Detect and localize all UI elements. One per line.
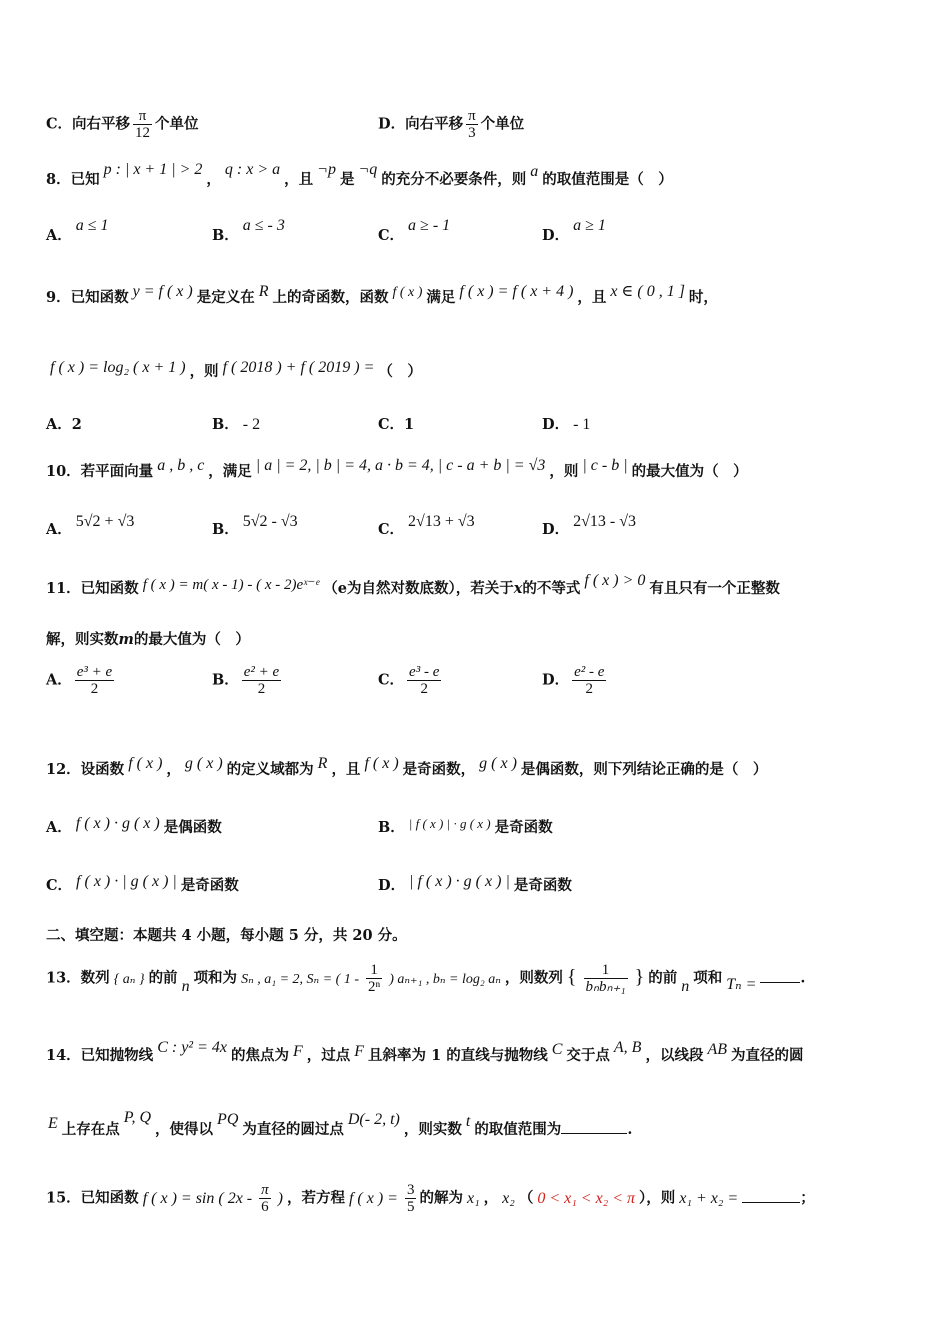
text: .	[627, 1121, 633, 1138]
math-inequality: f ( x ) > 0	[584, 572, 646, 589]
text: 且斜率为 1 的直线与抛物线	[368, 1047, 548, 1064]
fraction-denominator: 2	[257, 681, 266, 697]
q14-stem	[46, 1039, 804, 1065]
text: 的焦点为	[230, 1047, 289, 1064]
option-expression: a ≤ 1	[75, 217, 109, 234]
answer-parentheses: （ ）	[378, 363, 422, 380]
fraction	[133, 108, 152, 141]
math-C: C	[551, 1041, 563, 1058]
option-expression: | f ( x ) · g ( x ) |	[409, 873, 510, 890]
fraction	[405, 1182, 417, 1215]
question-number: 13．数列	[46, 969, 110, 987]
text: 的取值范围为	[474, 1121, 562, 1138]
q11-stem	[46, 572, 780, 598]
text: 是奇函数，	[402, 761, 476, 778]
fraction	[407, 664, 441, 697]
q9-option-c	[378, 413, 414, 434]
math-R: R	[317, 755, 328, 772]
text: 的充分不必要条件，则	[381, 171, 527, 188]
q12-option-b	[378, 816, 553, 837]
fraction-numerator: π	[133, 108, 152, 125]
text: 的解为	[419, 1189, 463, 1207]
math-not-p: ¬p	[317, 161, 336, 178]
fraction-numerator: 1	[584, 962, 628, 979]
q10-option-a	[46, 513, 138, 539]
question-number: 12．设函数	[46, 761, 125, 778]
option-text: 是奇函数	[180, 877, 239, 894]
option-label: C．	[46, 877, 73, 894]
fraction	[366, 962, 382, 995]
answer-blank[interactable]	[760, 970, 800, 983]
option-expression: 5√2 - √3	[242, 513, 298, 530]
math-condition: f ( x ) = f ( x + 4 )	[459, 283, 574, 300]
text: 为直径的圆	[731, 1047, 804, 1064]
text: 满足	[426, 289, 456, 306]
text: 的前	[148, 969, 178, 987]
text: 上存在点	[61, 1121, 120, 1138]
text: 的前	[648, 969, 678, 987]
option-label: C．	[378, 671, 405, 689]
option-label: C．	[46, 115, 73, 133]
option-label: C．	[378, 416, 405, 433]
math-segment: AB	[707, 1041, 727, 1058]
q11-option-a	[46, 664, 117, 697]
math-q: q : x > a	[224, 161, 281, 178]
math-E: E	[48, 1115, 58, 1132]
q11-option-c	[378, 664, 444, 697]
text: （	[518, 1189, 534, 1207]
q9-stem-line2	[46, 360, 422, 381]
option-label: B．	[378, 819, 405, 836]
fraction-numerator: π	[468, 108, 476, 124]
q10-stem	[46, 457, 748, 481]
option-label: D．	[542, 521, 570, 538]
q11-stem-line2	[46, 628, 250, 649]
q12-option-a	[46, 816, 222, 837]
fraction	[242, 664, 281, 697]
math-points: P, Q	[123, 1109, 152, 1126]
answer-blank[interactable]	[742, 1190, 800, 1203]
option-text: 向右平移	[405, 115, 464, 133]
math-question-expression: f ( 2018 ) + f ( 2019 ) =	[222, 359, 375, 376]
q9-stem	[46, 283, 718, 307]
text: 解，则实数	[46, 631, 119, 648]
text: ，使得以	[155, 1121, 214, 1138]
math-not-q: ¬q	[358, 161, 378, 178]
text: 项和为	[193, 969, 238, 987]
math-a: a	[530, 163, 539, 180]
option-label: A．	[46, 819, 72, 836]
q15-stem	[46, 1182, 815, 1215]
option-label: B．	[212, 227, 239, 244]
text: 的最大值为（ ）	[133, 631, 250, 648]
math-paren: )	[277, 1189, 283, 1207]
math-function: f ( x ) = sin ( 2x -	[142, 1189, 253, 1207]
math-sum: x₁ + x₂ =	[679, 1189, 739, 1207]
option-text: 是奇函数	[513, 877, 572, 894]
fraction-numerator: e² + e	[243, 664, 280, 680]
text: 是定义在	[196, 289, 255, 306]
option-label: B．	[212, 521, 239, 538]
q8-option-d	[542, 217, 610, 245]
fraction-denominator: 12	[135, 125, 151, 141]
option-text: 个单位	[155, 115, 199, 133]
math-segment: PQ	[217, 1111, 239, 1128]
text: ，满足	[208, 463, 252, 480]
text: ，以线段	[645, 1047, 704, 1064]
fraction	[259, 1182, 271, 1215]
math-p: p : | x + 1 | > 2	[103, 161, 203, 178]
text: ，若方程	[286, 1189, 345, 1207]
q9-option-a	[46, 413, 82, 434]
fraction-denominator: 2	[420, 681, 428, 697]
text: ；	[800, 1189, 815, 1207]
q11-option-b	[212, 664, 284, 697]
text: ，且	[284, 171, 314, 188]
question-number: 14．已知抛物线	[46, 1047, 154, 1064]
q7-option-c	[46, 108, 199, 141]
math-vectors: a , b , c	[157, 457, 205, 474]
text: ，	[206, 171, 221, 188]
fraction-numerator: e² - e	[574, 664, 605, 680]
text: ，则	[549, 463, 579, 480]
question-number: 10．若平面向量	[46, 463, 154, 480]
text: ，	[166, 761, 181, 778]
q10-option-d	[542, 513, 640, 539]
math-n: n	[181, 977, 190, 995]
option-label: A．	[46, 416, 72, 433]
option-label: B．	[212, 671, 239, 689]
option-expression: 1	[404, 416, 415, 433]
q12-option-c	[46, 874, 239, 895]
option-expression: f ( x ) · g ( x )	[75, 815, 160, 832]
math-condition: | a | = 2, | b | = 4, a · b = 4, | c - a + b | = √3	[255, 457, 546, 474]
text: 是	[339, 171, 355, 188]
q13-stem: 13．数列 { aₙ } 的前 n 项和为 Sₙ , a₁ = 2, Sₙ = ( 1 - $\frac{1}{\text{2ⁿ}}$ ) aₙ₊₁ , bₙ = log₂ aₙ ，则数列 { $\frac{1}{\text{bₙbₙ₊₁}}$ } 的前 n 项和 Tₙ = .	[46, 962, 806, 995]
option-text: 是偶函数	[163, 819, 222, 836]
math-parabola: C : y² = 4x	[157, 1039, 227, 1056]
math-g: g ( x )	[479, 755, 517, 772]
fraction	[75, 664, 114, 697]
option-label: A．	[46, 671, 72, 689]
math-range: 0 < x₁ < x₂ < π	[537, 1189, 636, 1207]
option-label: A．	[46, 227, 72, 244]
text: ，且	[331, 761, 361, 778]
math-x1: x₁	[466, 1189, 480, 1207]
option-label: C．	[378, 227, 405, 244]
option-text: 是奇函数	[494, 819, 553, 836]
option-label: A．	[46, 521, 72, 538]
q10-option-c	[378, 513, 479, 539]
math-f: f ( x )	[364, 755, 399, 772]
q9-option-b	[212, 413, 264, 434]
fraction	[572, 664, 606, 697]
text: 是偶函数，则下列结论正确的是（ ）	[520, 761, 768, 778]
math-T: Tₙ =	[726, 975, 757, 993]
option-expression: a ≤ - 3	[242, 217, 285, 234]
section-heading: 二、填空题：本题共 4 小题，每小题 5 分，共 20 分。	[46, 927, 407, 944]
q7-option-d	[378, 108, 524, 141]
option-label: D．	[542, 671, 570, 689]
fraction-numerator: π	[261, 1182, 269, 1198]
option-label: D．	[378, 115, 406, 133]
text: ），则	[639, 1189, 676, 1207]
math-equation: f ( x ) =	[348, 1189, 398, 1207]
fraction-denominator: 5	[406, 1199, 415, 1215]
option-expression: 2	[71, 416, 82, 433]
math-x2: x₂	[502, 1189, 515, 1207]
math-n: n	[681, 977, 690, 995]
text: 的定义域都为	[226, 761, 314, 778]
q9-option-d	[542, 413, 594, 434]
text: 的取值范围是（ ）	[542, 171, 673, 188]
option-expression: 5√2 + √3	[75, 513, 135, 530]
option-expression: a ≥ - 1	[408, 217, 451, 234]
text: ，则实数	[403, 1121, 462, 1138]
q14-stem-line2	[46, 1109, 633, 1139]
text: .	[800, 969, 806, 987]
text: 上的奇函数，函数	[272, 289, 389, 306]
math-sequence: { aₙ }	[113, 971, 145, 987]
math-target: | c - b |	[582, 457, 628, 474]
option-expression: | f ( x ) | · g ( x )	[408, 816, 491, 831]
option-label: D．	[542, 416, 570, 433]
math-function: y = f ( x )	[132, 283, 193, 300]
q10-option-b	[212, 513, 302, 539]
text: ，过点	[306, 1047, 351, 1064]
math-domain: x ∈ ( 0 , 1 ]	[610, 283, 685, 300]
math-points: A, B	[613, 1039, 642, 1056]
text: 的不等式	[522, 580, 581, 597]
fraction-numerator: 1	[366, 962, 382, 979]
text: 有且只有一个正整数	[649, 580, 780, 597]
math-F: F	[292, 1043, 303, 1060]
math-g: g ( x )	[184, 755, 223, 772]
fraction	[466, 108, 478, 141]
option-expression: f ( x ) · | g ( x ) |	[76, 873, 177, 890]
text: ，且	[577, 289, 607, 306]
fraction	[584, 962, 628, 995]
math-function: f ( x ) = m( x - 1) - ( x - 2)eˣ⁻ᵉ	[142, 577, 320, 593]
math-m: m	[118, 631, 134, 648]
q8-option-a	[46, 217, 113, 245]
text: 为直径的圆过点	[242, 1121, 344, 1138]
option-label: C．	[378, 521, 405, 538]
option-text: 向右平移	[72, 115, 131, 133]
q8-option-c	[378, 217, 454, 245]
math-f: f ( x )	[128, 755, 163, 772]
option-expression: - 1	[573, 416, 591, 433]
fraction-denominator: 2ⁿ	[368, 979, 381, 995]
fraction-denominator: 2	[585, 681, 593, 697]
question-number: 15．已知函数	[46, 1189, 139, 1207]
math-condition: Sₙ , a₁ = 2, Sₙ = ( 1 -	[241, 971, 359, 987]
text: ，	[483, 1189, 499, 1207]
math-condition: ) aₙ₊₁ , bₙ = log₂ aₙ	[389, 971, 501, 987]
fraction-numerator: e³ + e	[76, 664, 113, 680]
q11-option-d	[542, 664, 609, 697]
option-label: D．	[378, 877, 406, 894]
math-R: R	[258, 283, 269, 300]
option-expression: - 2	[242, 416, 261, 433]
math-t: t	[465, 1113, 471, 1130]
option-expression: 2√13 - √3	[573, 513, 636, 530]
text: 时，	[688, 289, 718, 306]
fraction-denominator: 3	[468, 125, 476, 141]
math-x: x	[513, 580, 523, 597]
fraction-numerator: e³ - e	[409, 664, 440, 680]
math-log-expression: f ( x ) = log₂ ( x + 1 )	[50, 359, 186, 376]
text: 项和	[693, 969, 723, 987]
math-point-D: D(- 2, t)	[347, 1111, 400, 1128]
fraction-numerator: 3	[406, 1182, 415, 1198]
fraction-denominator: bₙbₙ₊₁	[585, 979, 626, 995]
q12-option-d	[378, 874, 572, 895]
text: ，则	[189, 363, 219, 380]
fraction-denominator: 6	[261, 1199, 269, 1215]
option-text: 个单位	[480, 115, 525, 133]
text: 的最大值为（ ）	[631, 463, 748, 480]
fraction-denominator: 2	[90, 681, 99, 697]
q12-stem	[46, 755, 768, 779]
option-expression: 2√13 + √3	[408, 513, 475, 530]
math-F: F	[354, 1043, 365, 1060]
q8-stem	[46, 161, 673, 189]
option-label: D．	[542, 227, 570, 244]
option-expression: a ≥ 1	[573, 217, 606, 234]
text: 交于点	[566, 1047, 610, 1064]
question-number: 11．已知函数	[46, 580, 139, 597]
text: （e为自然对数底数），若关于	[323, 580, 514, 597]
text: ，则数列	[504, 969, 563, 987]
option-label: B．	[212, 416, 239, 433]
answer-blank[interactable]	[561, 1121, 627, 1134]
question-number: 8．已知	[46, 171, 100, 188]
question-number: 9．已知函数	[46, 289, 129, 306]
math-fx: f ( x )	[392, 285, 423, 300]
q8-option-b	[212, 217, 289, 245]
